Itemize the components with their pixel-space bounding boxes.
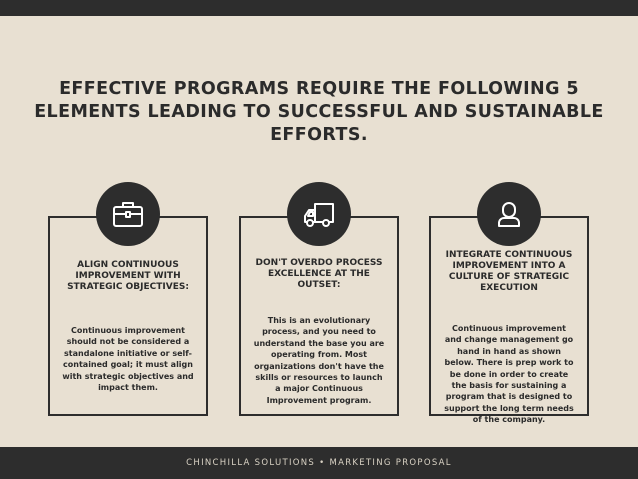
card-heading: DON'T OVERDO PROCESS EXCELLENCE AT THE OUTSET:: [255, 258, 383, 290]
card-align-continuous-improvement: [48, 216, 208, 416]
card-dont-overdo-process-excellence: [239, 216, 399, 416]
truck-icon: [287, 182, 351, 246]
footer-text: CHINCHILLA SOLUTIONS • MARKETING PROPOSAL: [186, 458, 452, 468]
card-heading: ALIGN CONTINUOUS IMPROVEMENT WITH STRATEGIC OBJECTIVES:: [67, 260, 189, 292]
person-icon: [477, 182, 541, 246]
page-title: EFFECTIVE PROGRAMS REQUIRE THE FOLLOWING 5 ELEMENTS LEADING TO SUCCESSFUL AND SUSTAINABLE EFFORTS.: [34, 79, 604, 145]
footer-bar: [0, 447, 638, 479]
card-body: Continuous improvement should not be considered a standalone initiative or self-contained goal; it must align with strategic objectives and impact them.: [62, 326, 194, 393]
card-integrate-continuous-improvement: [429, 216, 589, 425]
card-body: Continuous improvement and change management go hand in hand as shown below. There is prep work to be done in order to create the basis for sustaining a program that is designed to support the long term needs of the company.: [444, 324, 574, 425]
card-heading: INTEGRATE CONTINUOUS IMPROVEMENT INTO A CULTURE OF STRATEGIC EXECUTION: [445, 250, 573, 293]
card-body: This is an evolutionary process, and you need to understand the base you are operating from. Most organizations don't have the skills or resources to launch a major Continuous Improvement program.: [253, 316, 385, 405]
briefcase-icon: [96, 182, 160, 246]
top-bar: [0, 0, 638, 16]
